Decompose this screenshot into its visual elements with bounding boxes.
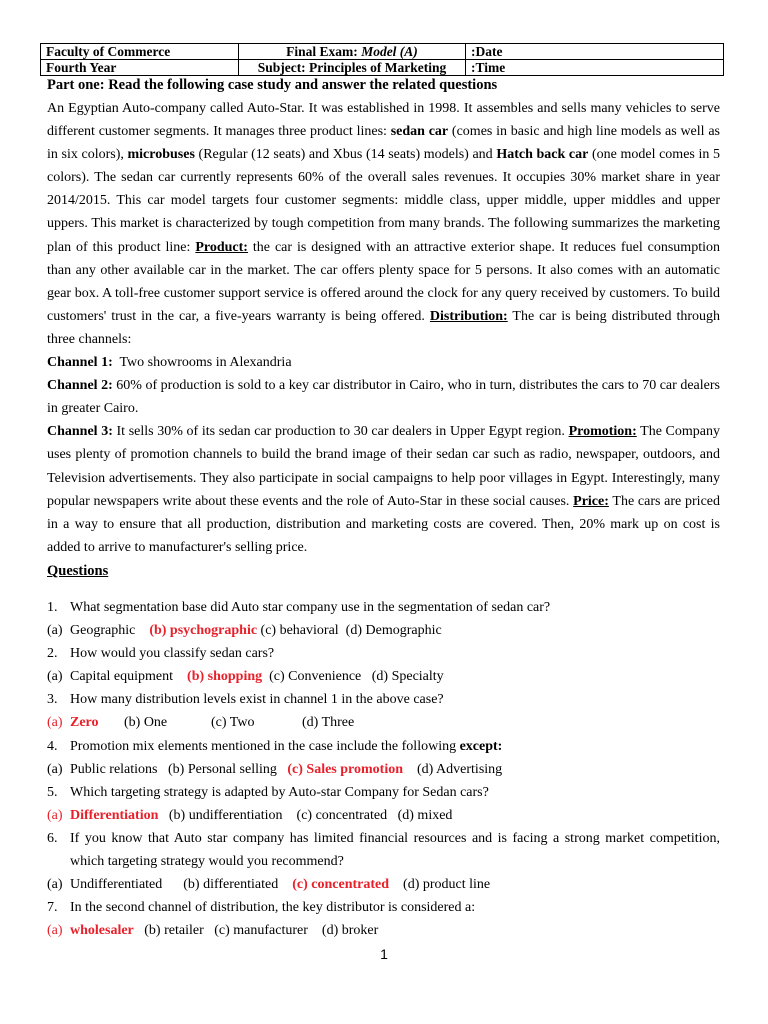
question-5 <box>47 781 720 804</box>
option-d: (d) broker <box>321 923 379 939</box>
option-a: Geographic <box>70 623 136 639</box>
promotion-label: Promotion: <box>568 424 637 440</box>
option-d: (d) Demographic <box>345 623 442 639</box>
channel-3 <box>47 420 720 559</box>
question-number: 4. <box>47 738 58 754</box>
question-6-options <box>47 873 720 896</box>
question-4 <box>47 735 720 758</box>
question-text: What segmentation base did Auto star company use in the segmentation of sedan car? <box>70 600 551 615</box>
option-c: (c) Convenience <box>269 669 362 685</box>
subject-cell: Subject: Principles of Marketing <box>239 60 466 76</box>
option-prefix: (a) <box>47 923 63 939</box>
option-b-answer: (b) shopping <box>187 669 263 685</box>
hatchback-term: Hatch back car <box>496 147 589 163</box>
microbuses-term: microbuses <box>127 147 195 163</box>
case-paragraph <box>47 97 720 351</box>
question-text: How many distribution levels exist in channel 1 in the above case? <box>70 692 444 708</box>
date-cell: :Date <box>466 44 724 60</box>
case-text-e: the car is designed with an attractive exterior shape. It reduces fuel consumption than any other available car in the market. The car offers plenty space for 5 persons. It also comes with an automatic gear box. A toll-free customer support service is offered around the clock for any query received by customers. To build customers' trust in the car, a five-years warranty is being offered. <box>47 239 720 324</box>
option-a: Capital equipment <box>70 669 174 685</box>
case-text-b: (comes in basic and high line models as well as in six colors), <box>47 124 720 163</box>
option-a-answer: Differentiation <box>70 807 159 823</box>
option-prefix: (a) <box>47 715 63 731</box>
option-c: (c) concentrated <box>296 807 388 823</box>
channel-2-text: 60% of production is sold to a key car distributor in Cairo, who in turn, distributes the cars to 70 car dealers in greater Cairo. <box>47 378 720 417</box>
faculty-cell: Faculty of Commerce <box>41 44 239 60</box>
sedan-term: sedan car <box>390 124 449 140</box>
option-d: (d) Specialty <box>371 669 444 685</box>
question-4-options <box>47 758 720 781</box>
channel-2-label: Channel 2: <box>47 378 113 394</box>
part-title: Part one: Read the following case study and answer the related questions <box>47 77 498 93</box>
case-text-d: (one model comes in 5 colors). The sedan car currently represents 60% of the overall sales revenues. It occupies 30% market share in year 2014/2015. This car model targets four customer segments: middle class, upper middle, upper middles and upper uppers. This market is characterized by tough competition from many brands. The following summarizes the marketing plan of this product line: <box>47 147 720 255</box>
page-number: 1 <box>380 946 388 962</box>
year-cell: Fourth Year <box>41 60 239 76</box>
option-c: (c) Two <box>211 715 255 731</box>
channel-2 <box>47 374 720 420</box>
header-row-2 <box>41 60 724 76</box>
option-b: (b) undifferentiation <box>168 807 283 823</box>
question-text: Which targeting strategy is adapted by Auto-star Company for Sedan cars? <box>70 784 489 800</box>
case-text-f: The car is being distributed through three channels: <box>47 308 720 347</box>
question-7-options <box>47 919 720 942</box>
header-row-1 <box>41 44 724 60</box>
option-b: (b) differentiated <box>183 877 279 893</box>
channel-1-text: Two showrooms in Alexandria <box>112 355 292 371</box>
price-label: Price: <box>573 493 609 509</box>
question-text: In the second channel of distribution, the key distributor is considered a: <box>70 900 476 916</box>
case-text-a: An Egyptian Auto-company called Auto-Star. It was established in 1998. It assembles and sells many vehicles to serve different customer segments. It manages three product lines: <box>47 101 720 140</box>
option-c-answer: (c) concentrated <box>292 877 390 893</box>
channel-1-label: Channel 1: <box>47 355 113 371</box>
option-prefix: (a) <box>47 877 63 893</box>
channel-1 <box>47 351 720 374</box>
question-number: 2. <box>47 646 58 662</box>
case-study <box>47 97 720 559</box>
exam-header-table <box>40 43 724 76</box>
option-c-answer: (c) Sales promotion <box>287 761 403 777</box>
question-5-options <box>47 804 720 827</box>
question-3-options <box>47 711 720 734</box>
exam-prefix: Final Exam: <box>286 44 358 59</box>
question-text: Promotion mix elements mentioned in the case include the following <box>70 738 460 754</box>
time-cell: :Time <box>466 60 724 76</box>
option-c: (c) manufacturer <box>214 923 308 939</box>
option-a-answer: Zero <box>70 715 99 731</box>
option-prefix: (a) <box>47 669 63 685</box>
question-1 <box>47 596 720 619</box>
option-c: (c) behavioral <box>260 623 339 639</box>
question-7 <box>47 896 720 919</box>
option-a: Undifferentiated <box>70 877 163 893</box>
option-b: (b) One <box>124 715 168 731</box>
option-a: Public relations <box>70 761 158 777</box>
price-text: The cars are priced in a way to ensure that all production, distribution and marketing costs are covered. Then, 20% mark up on cost is added to arrive to manufacturer's selling price. <box>47 493 720 555</box>
exam-model: Model (A) <box>361 44 418 59</box>
option-prefix: (a) <box>47 623 63 639</box>
question-number: 5. <box>47 784 58 800</box>
question-number: 6. <box>47 830 58 846</box>
question-text: If you know that Auto star company has limited financial resources and is facing a strong market competition, which targeting strategy would you recommend? <box>70 830 720 870</box>
option-a-answer: wholesaler <box>70 923 134 939</box>
case-text-c: (Regular (12 seats) and Xbus (14 seats) models) and <box>194 147 497 163</box>
option-prefix: (a) <box>47 761 63 777</box>
product-label: Product: <box>195 239 248 255</box>
question-text: How would you classify sedan cars? <box>70 646 275 662</box>
option-prefix: (a) <box>47 807 63 823</box>
option-b-answer: (b) psychographic <box>149 623 258 639</box>
question-2-options <box>47 665 720 688</box>
question-1-options <box>47 619 720 642</box>
questions-heading: Questions <box>47 563 109 579</box>
option-d: (d) product line <box>403 877 491 893</box>
question-number: 3. <box>47 692 58 708</box>
option-d: (d) Three <box>302 715 355 731</box>
promotion-text: The Company uses plenty of promotion channels to build the brand image of their sedan car such as radio, newspaper, outdoors, and Television advertisements. They also participate in social campaigns to help poor villages in Egypt. Interestingly, many popular newspapers write about these events and the role of Auto-Star in these social causes. <box>47 424 720 509</box>
option-b: (b) Personal selling <box>168 761 277 777</box>
exam-title-cell <box>239 44 466 60</box>
distribution-label: Distribution: <box>429 308 508 324</box>
option-d: (d) mixed <box>397 807 453 823</box>
channel-3-text: It sells 30% of its sedan car production to 30 car dealers in Upper Egypt region. <box>112 424 569 440</box>
question-number: 7. <box>47 900 58 916</box>
question-6 <box>47 827 720 873</box>
question-2 <box>47 642 720 665</box>
option-b: (b) retailer <box>144 923 204 939</box>
question-3 <box>47 688 720 711</box>
question-number: 1. <box>47 600 58 615</box>
questions-list <box>47 596 720 942</box>
question-emphasis: except: <box>459 738 503 754</box>
option-d: (d) Advertising <box>417 761 503 777</box>
channel-3-label: Channel 3: <box>47 424 113 440</box>
